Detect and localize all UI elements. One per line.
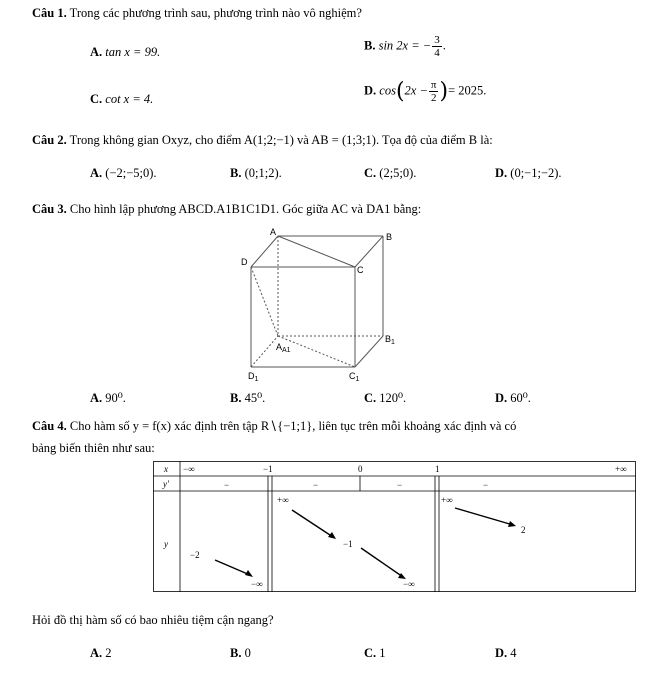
edge-bc xyxy=(355,236,383,267)
fraction: $\frac{\pi}{2}$ xyxy=(430,79,437,104)
q3-option-a[interactable] xyxy=(90,390,126,406)
x-value: 0 xyxy=(358,464,363,474)
q4-option-a[interactable] xyxy=(90,646,112,661)
vertex-label: $D_1$ xyxy=(248,371,259,383)
q1-stem xyxy=(32,6,362,21)
option-text: sin 2x = − xyxy=(378,38,432,53)
decreasing-arrow xyxy=(292,510,333,537)
y-row-label: y xyxy=(164,539,168,549)
q1-option-b[interactable]: B. sin 2x = − $\frac{3}{4}$ . xyxy=(364,34,446,59)
q4-option-d[interactable] xyxy=(495,646,517,661)
option-key: B. xyxy=(230,166,242,180)
option-text: 90⁰. xyxy=(105,391,126,405)
sign: − xyxy=(483,480,489,490)
sign: − xyxy=(313,480,319,490)
option-text: 60⁰. xyxy=(510,391,531,405)
q1-text: Trong các phương trình sau, phương trình nào vô nghiệm? xyxy=(69,6,362,20)
option-key: C. xyxy=(364,391,377,405)
option-key: D. xyxy=(495,166,508,180)
option-text: 2 xyxy=(105,646,112,660)
q3-option-b[interactable] xyxy=(230,390,265,406)
option-key: D. xyxy=(495,391,508,405)
x-value: +∞ xyxy=(615,464,627,474)
option-key: B. xyxy=(230,646,242,660)
diagonal-ac xyxy=(278,236,355,267)
q2-option-c[interactable] xyxy=(364,166,416,181)
option-key: C. xyxy=(364,166,377,180)
arrowhead xyxy=(328,532,336,539)
vertex-label: C xyxy=(357,265,364,275)
vertex-label: D xyxy=(241,257,248,267)
vertex-label: B xyxy=(386,232,393,242)
option-text: 4 xyxy=(510,646,517,660)
option-key: D. xyxy=(495,646,508,660)
q3-option-d[interactable] xyxy=(495,390,531,406)
vertex-label: $B_1$ xyxy=(385,334,395,346)
diagonal-da1-hidden xyxy=(251,267,278,336)
arrowhead xyxy=(245,570,253,577)
q1-option-d[interactable]: D. cos(2x − $\frac{\pi}{2}$ )= 2025. xyxy=(364,79,487,104)
decreasing-arrow xyxy=(361,548,403,577)
y-value: +∞ xyxy=(277,495,289,505)
q3-label: Câu 3. xyxy=(32,202,67,216)
q2-option-d[interactable] xyxy=(495,166,562,181)
option-text: 0 xyxy=(244,646,251,660)
cube-figure xyxy=(238,226,408,386)
y-value: −∞ xyxy=(403,579,415,589)
y-value: −1 xyxy=(343,539,353,549)
q2-option-b[interactable] xyxy=(230,166,282,181)
edge-c1b1 xyxy=(355,336,383,367)
x-value: 1 xyxy=(435,464,440,474)
q4-stem xyxy=(32,418,516,434)
option-key: A. xyxy=(90,646,103,660)
y-value: −2 xyxy=(190,550,200,560)
edge-ad xyxy=(251,236,278,267)
option-text: cot x = 4. xyxy=(105,92,154,106)
y-value: −∞ xyxy=(251,579,263,589)
edge-d1a1-hidden xyxy=(251,336,278,367)
option-text: (0;1;2). xyxy=(244,166,282,180)
vertex-label: $A_{A1}$ xyxy=(276,342,291,354)
q4-text-line2: bảng biến thiên như sau: xyxy=(32,441,155,455)
option-text: (−2;−5;0). xyxy=(105,166,157,180)
y-value: 2 xyxy=(521,525,526,535)
option-key: A. xyxy=(90,45,103,59)
x-row-label: x xyxy=(164,464,168,474)
option-text: 1 xyxy=(379,646,386,660)
variation-table xyxy=(153,461,637,593)
yprime-row-label: y' xyxy=(163,479,169,489)
arrowhead xyxy=(508,521,516,527)
q1-option-c[interactable] xyxy=(90,92,153,107)
q2-stem xyxy=(32,133,493,148)
option-text: tan x = 99. xyxy=(105,45,161,59)
fraction: $\frac{3}{4}$ xyxy=(434,34,440,59)
y-value: +∞ xyxy=(441,495,453,505)
option-key: A. xyxy=(90,391,103,405)
option-key: D. xyxy=(364,83,377,98)
x-value: −1 xyxy=(263,464,273,474)
q3-text: Cho hình lập phương ABCD.A1B1C1D1. Góc giữa AC và DA1 bằng: xyxy=(69,202,422,216)
option-key: A. xyxy=(90,166,103,180)
vertex-label: $C_1$ xyxy=(349,371,360,383)
q4-question: Hỏi đồ thị hàm số có bao nhiêu tiệm cận ngang? xyxy=(32,613,274,627)
q3-stem xyxy=(32,202,421,217)
option-key: B. xyxy=(364,38,376,53)
q2-option-a[interactable] xyxy=(90,166,157,181)
q1-option-a[interactable] xyxy=(90,45,160,60)
option-key: B. xyxy=(230,391,242,405)
q2-label: Câu 2. xyxy=(32,133,67,147)
option-key: C. xyxy=(364,646,377,660)
option-text: 45⁰. xyxy=(244,391,266,405)
q3-option-c[interactable] xyxy=(364,390,406,406)
option-text: (0;−1;−2). xyxy=(510,166,562,180)
option-text: 120⁰. xyxy=(379,391,407,405)
q1-label: Câu 1. xyxy=(32,6,67,20)
x-value: −∞ xyxy=(183,464,195,474)
vertex-label: A xyxy=(270,227,277,237)
q4-text-line1: Cho hàm số y = f(x) xác định trên tập R∖{−1;1}, liên tục trên mỗi khoảng xác định và có xyxy=(69,419,517,433)
q2-text: Trong không gian Oxyz, cho điểm A(1;2;−1) và AB = (1;3;1). Tọa độ của điểm B là: xyxy=(69,133,493,147)
option-key: C. xyxy=(90,92,103,106)
q4-option-c[interactable] xyxy=(364,646,386,661)
sign: − xyxy=(224,480,230,490)
q4-option-b[interactable] xyxy=(230,646,251,661)
decreasing-arrow xyxy=(455,508,513,525)
sign: − xyxy=(397,480,403,490)
option-text: (2;5;0). xyxy=(379,166,417,180)
decreasing-arrow xyxy=(215,560,250,575)
q4-label: Câu 4. xyxy=(32,419,67,433)
